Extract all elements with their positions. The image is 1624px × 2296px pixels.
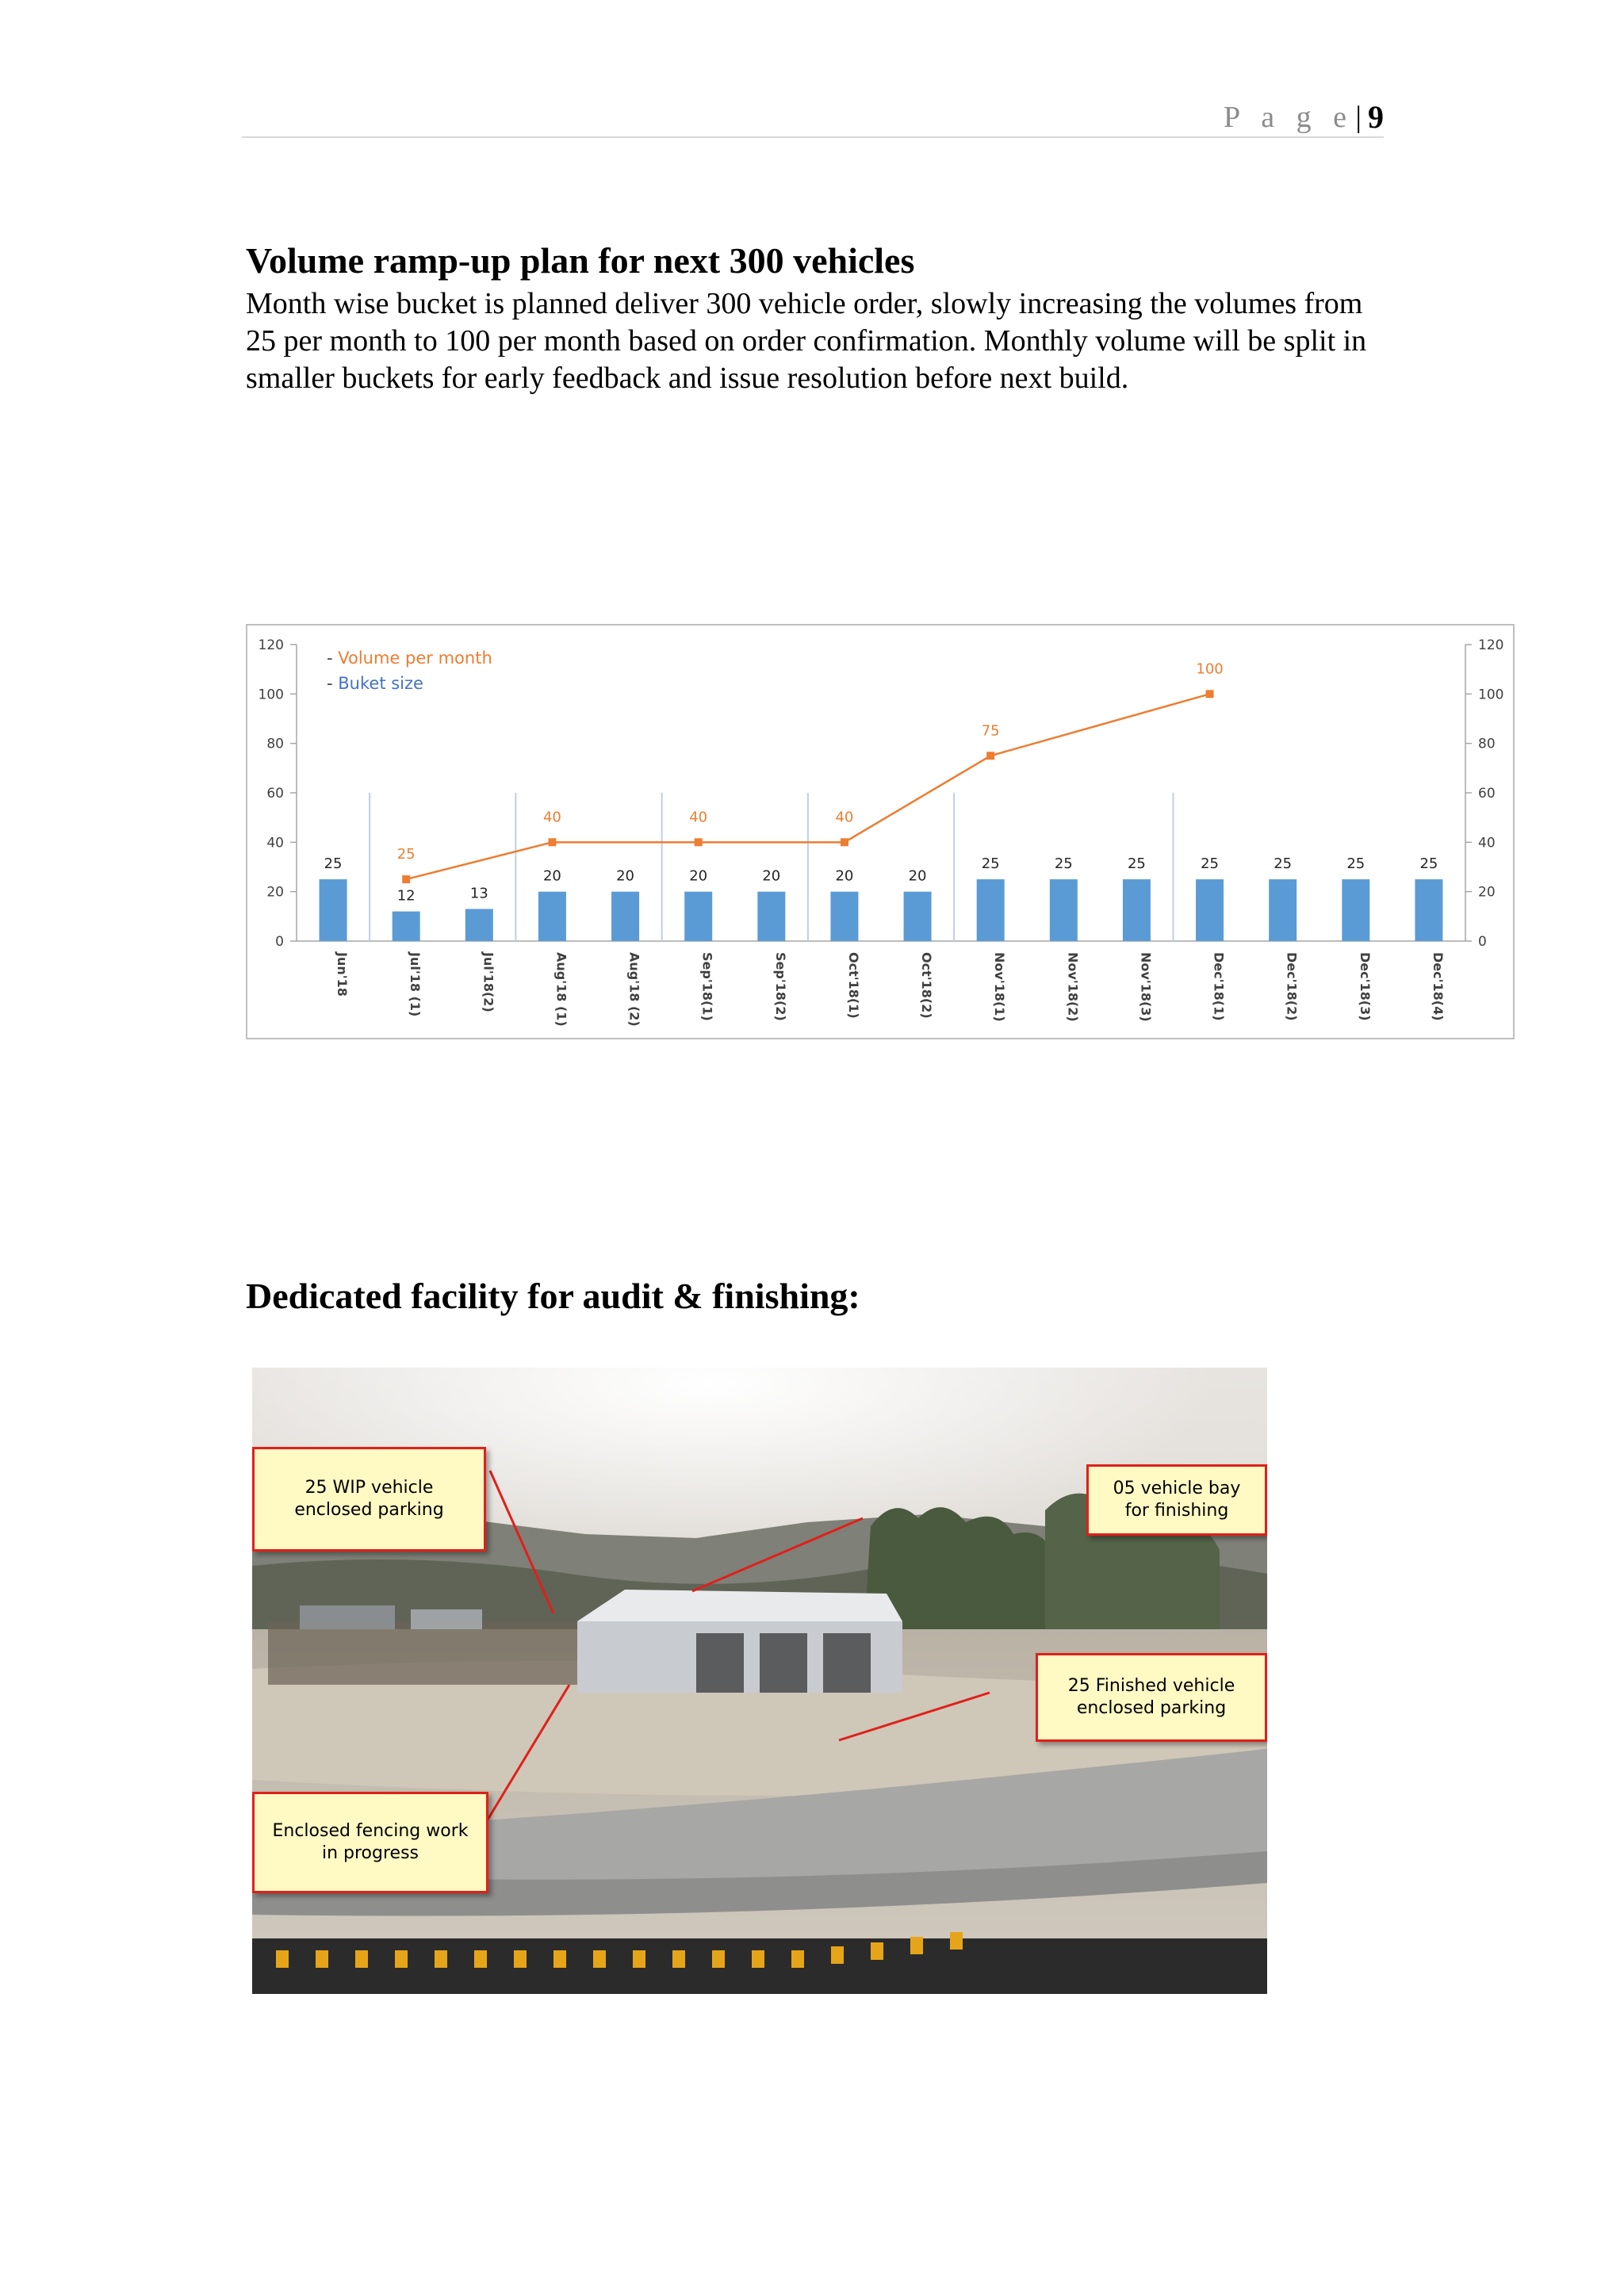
bar (977, 879, 1005, 941)
bar-value-label: 20 (542, 867, 561, 885)
bar (320, 879, 347, 941)
y-tick-label-right: 0 (1478, 934, 1487, 950)
y-tick-label-right: 60 (1478, 786, 1496, 802)
line-value-label: 75 (981, 722, 1000, 740)
y-tick-label-right: 80 (1478, 736, 1496, 752)
bar (757, 892, 785, 941)
bar (1196, 879, 1224, 941)
callout-finished-parking (1036, 1653, 1267, 1742)
y-tick-label-left: 0 (275, 934, 284, 950)
bar-value-label: 25 (1127, 855, 1146, 873)
y-tick-label-left: 100 (258, 687, 284, 703)
x-tick-label: Dec'18(2) (1284, 952, 1300, 1021)
x-tick-label: Jul'18(2) (481, 952, 496, 1012)
line-point (1206, 690, 1214, 698)
bar (1123, 879, 1151, 941)
y-tick-label-left: 80 (266, 736, 284, 752)
line-value-label: 40 (689, 809, 708, 826)
y-tick-label-left: 120 (258, 637, 284, 653)
bar (830, 892, 858, 941)
bar-value-label: 25 (1346, 855, 1365, 873)
ramp-up-chart (246, 624, 1515, 1039)
bar-value-label: 20 (762, 867, 781, 885)
bar (904, 892, 932, 941)
bar (1050, 879, 1078, 941)
x-tick-label: Nov'18(2) (1065, 952, 1081, 1022)
bar-value-label: 25 (324, 855, 343, 873)
x-tick-label: Jul'18 (1) (408, 952, 423, 1017)
bar-value-label: 25 (1201, 855, 1220, 873)
legend-item: - Buket size (327, 674, 423, 693)
line-value-label: 25 (396, 846, 416, 863)
line-point (402, 875, 410, 883)
x-tick-label: Dec'18(4) (1430, 952, 1446, 1021)
section-title-facility: Dedicated facility for audit & finishing: (246, 1276, 860, 1316)
line-point (986, 752, 994, 760)
x-tick-label: Dec'18(3) (1357, 952, 1373, 1021)
bar-value-label: 25 (1054, 855, 1073, 873)
bar-value-label: 20 (908, 867, 927, 885)
bar-value-label: 20 (835, 867, 854, 885)
y-tick-label-right: 20 (1478, 884, 1496, 901)
y-tick-label-right: 40 (1478, 835, 1496, 851)
callout-wip-parking (252, 1447, 486, 1552)
callout-bay-line2: for finishing (1124, 1501, 1229, 1521)
page-header (242, 94, 1384, 138)
bar-value-label: 12 (396, 887, 416, 905)
bar (1415, 879, 1442, 941)
bar-value-label: 20 (616, 867, 635, 885)
bar-value-label: 25 (981, 855, 1000, 873)
callout-fencing (252, 1792, 488, 1893)
bar (684, 892, 712, 941)
y-tick-label-left: 20 (266, 884, 284, 901)
bar (538, 892, 566, 941)
x-tick-label: Aug'18 (2) (626, 952, 642, 1027)
bar-value-label: 20 (689, 867, 708, 885)
callout-bay-line1: 05 vehicle bay (1113, 1479, 1241, 1498)
x-tick-label: Oct'18(2) (919, 952, 935, 1019)
callout-fencing-line1: Enclosed fencing work (272, 1821, 469, 1841)
page-label: P a g e (1224, 101, 1354, 134)
bar (393, 912, 420, 941)
bar (1269, 879, 1297, 941)
y-tick-label-left: 60 (266, 786, 284, 802)
x-tick-label: Jun'18 (335, 952, 350, 997)
chart-svg (247, 626, 1513, 1038)
bar-value-label: 25 (1419, 855, 1438, 873)
y-tick-label-right: 120 (1478, 637, 1504, 653)
page-number: 9 (1368, 99, 1384, 135)
x-tick-label: Nov'18(1) (992, 952, 1008, 1022)
x-tick-label: Aug'18 (1) (553, 952, 569, 1027)
callout-finished-line1: 25 Finished vehicle (1067, 1676, 1235, 1696)
section-paragraph: Month wise bucket is planned deliver 300 vehicle order, slowly increasing the volumes from 25 per month to 100 per month based on order confirmation. Monthly volume will be split in smaller buckets for early feedback and issue resolution before next build. (246, 287, 1367, 395)
page-separator: | (1355, 101, 1362, 134)
x-tick-label: Sep'18(1) (699, 952, 715, 1021)
x-tick-label: Nov'18(3) (1138, 952, 1154, 1022)
y-tick-label-right: 100 (1478, 687, 1504, 703)
callout-finished-line2: enclosed parking (1076, 1698, 1227, 1718)
callout-wip-line2: enclosed parking (294, 1500, 444, 1520)
bar (611, 892, 639, 941)
line-value-label: 40 (835, 809, 854, 826)
facility-photo (252, 1368, 1267, 1994)
callout-fencing-line2: in progress (321, 1843, 419, 1863)
line-value-label: 40 (542, 809, 561, 826)
bar-value-label: 13 (469, 885, 488, 902)
x-tick-label: Sep'18(2) (772, 952, 788, 1021)
bar (1342, 879, 1369, 941)
bar (465, 909, 493, 941)
legend-item: - Volume per month (327, 649, 492, 668)
line-point (695, 838, 703, 846)
x-tick-label: Dec'18(1) (1211, 952, 1227, 1021)
callout-wip-line1: 25 WIP vehicle (304, 1478, 434, 1498)
line-point (548, 838, 556, 846)
line-value-label: 100 (1196, 660, 1224, 678)
bar-value-label: 25 (1274, 855, 1293, 873)
callout-finishing-bay (1086, 1464, 1267, 1536)
y-tick-label-left: 40 (266, 835, 284, 851)
section-title-ramp-up: Volume ramp-up plan for next 300 vehicles (246, 240, 915, 281)
line-point (841, 838, 848, 846)
x-tick-label: Oct'18(1) (845, 952, 861, 1019)
